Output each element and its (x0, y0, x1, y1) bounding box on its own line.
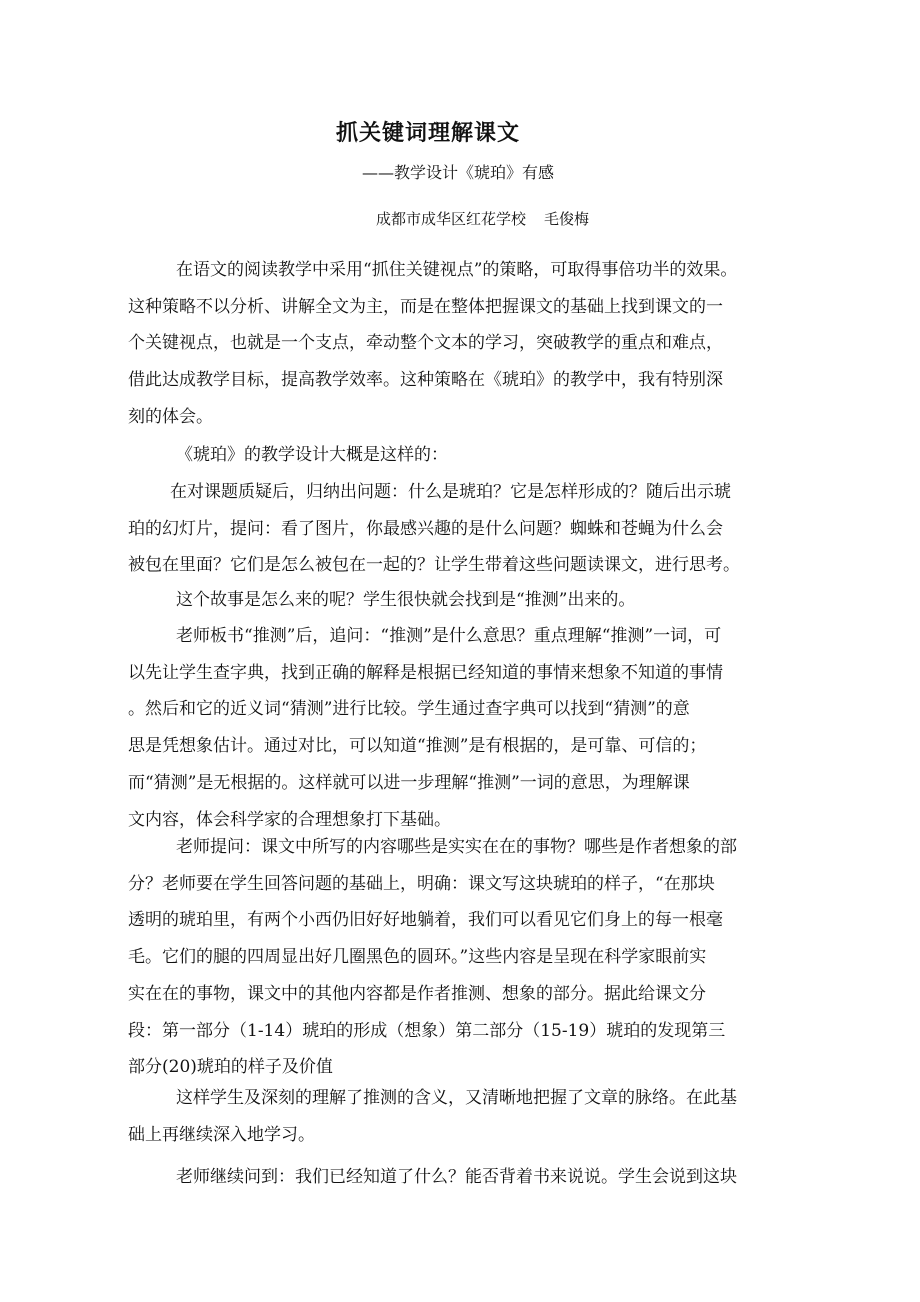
paragraph-line: 老师提问：课文中所写的内容哪些是实实在在的事物？哪些是作者想象的部 (176, 837, 737, 857)
paragraph-7 (128, 1080, 792, 1153)
paragraph-line: 在对课题质疑后，归纳出问题：什么是琥珀？它是怎样形成的？随后出示琥 (170, 482, 731, 502)
paragraph-line: 实在在的事物，课文中的其他内容都是作者推测、想象的部分。据此给课文分 (128, 983, 706, 1004)
paragraph-line: 刻的体会。 (128, 406, 213, 427)
paragraph-line: 。然后和它的近义词“猜测”进行比较。学生通过查字典可以找到“猜测”的意 (128, 699, 690, 720)
paragraph-line: 这种策略不以分析、讲解全文为主，而是在整体把握课文的基础上找到课文的一 (128, 296, 723, 317)
paragraph-line: 老师板书“推测”后，追问：“推测”是什么意思？重点理解“推测”一词，可 (176, 626, 722, 646)
author-byline (376, 208, 589, 229)
paragraph-1 (128, 252, 792, 436)
paragraph-line: 部分(20)琥珀的样子及价值 (128, 1057, 333, 1078)
paragraph-line: 以先让学生查字典，找到正确的解释是根据已经知道的事情来想象不知道的事情 (128, 662, 723, 683)
paragraph-line: 老师继续问到：我们已经知道了什么？能否背着书来说说。学生会说到这块 (176, 1167, 737, 1187)
paragraph-line: 被包在里面？它们是怎么被包在一起的？让学生带着这些问题读课文，进行思考。 (128, 555, 740, 576)
paragraph-line: 个关键视点，也就是一个支点，牵动整个文本的学习，突破教学的重点和难点， (128, 333, 723, 354)
paragraph-line: 借此达成教学目标，提高教学效率。这种策略在《琥珀》的教学中，我有特别深 (128, 370, 723, 391)
paragraph-line: 础上再继续深入地学习。 (128, 1124, 315, 1145)
document-title: 抓关键词理解课文 (336, 120, 521, 146)
paragraph-line: 透明的琥珀里，有两个小西仍旧好好地躺着，我们可以看见它们身上的每一根毫 (128, 910, 723, 931)
paragraph-line: 《琥珀》的教学设计大概是这样的： (176, 445, 448, 465)
paragraph-line: 在语文的阅读教学中采用“抓住关键视点”的策略，可取得事倍功半的效果。 (176, 260, 738, 280)
paragraph-5 (128, 618, 792, 838)
paragraph-line: 而“猜测”是无根据的。这样就可以进一步理解“推测”一词的意思，为理解课 (128, 772, 690, 793)
paragraph-2 (128, 437, 792, 474)
author-name: 毛俊梅 (544, 210, 590, 228)
document-subtitle: ——教学设计《琥珀》有感 (362, 163, 555, 182)
paragraph-8 (128, 1159, 792, 1196)
paragraph-line: 文内容，体会科学家的合理想象打下基础。 (128, 809, 451, 830)
paragraph-line: 思是凭想象估计。通过对比，可以知道“推测”是有根据的，是可靠、可信的； (128, 736, 707, 757)
paragraph-line: 珀的幻灯片，提问：看了图片，你最感兴趣的是什么问题？蜘蛛和苍蝇为什么会 (128, 518, 723, 539)
school-name: 成都市成华区红花学校 (376, 210, 527, 228)
paragraph-3 (128, 474, 792, 584)
paragraph-line: 分？老师要在学生回答问题的基础上，明确：课文写这块琥珀的样子，“在那块 (128, 873, 715, 894)
paragraph-line: 这个故事是怎么来的呢？学生很快就会找到是“推测”出来的。 (176, 590, 636, 610)
paragraph-line: 这样学生及深刻的理解了推测的含义，又清晰地把握了文章的脉络。在此基 (176, 1088, 737, 1108)
paragraph-line: 毛。它们的腿的四周显出好几圈黑色的圆环。”这些内容是呈现在科学家眼前实 (128, 947, 707, 968)
paragraph-6 (128, 829, 792, 1086)
paragraph-line: 段：第一部分（1-14）琥珀的形成（想象）第二部分（15-19）琥珀的发现第三 (128, 1020, 726, 1041)
paragraph-4 (128, 582, 792, 619)
